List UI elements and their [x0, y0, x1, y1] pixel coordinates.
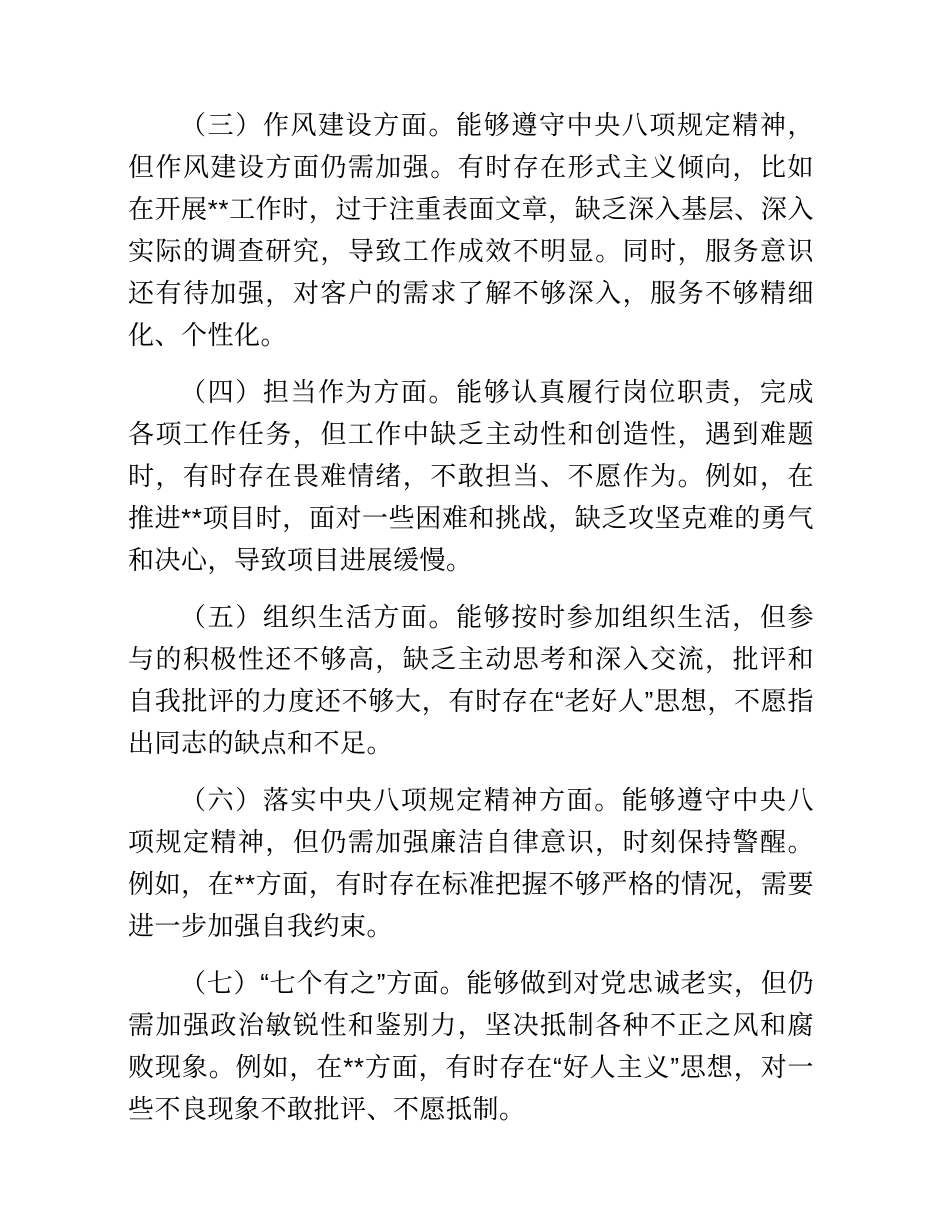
paragraph-section-6-eight-point-rules: （六）落实中央八项规定精神方面。能够遵守中央八项规定精神，但仍需加强廉洁自律意识，时刻保持警醒。例如，在**方面，有时存在标准把握不够严格的情况，需要进一步加强自我约束。 [128, 785, 814, 941]
paragraph-section-7-seven-haves: （七）“七个有之”方面。能够做到对党忠诚老实，但仍需加强政治敏锐性和鉴别力，坚决抵制各种不正之风和腐败现象。例如，在**方面，有时存在“好人主义”思想，对一些不良现象不敢批评、不愿抵制。 [128, 968, 814, 1124]
paragraph-section-5-org-life: （五）组织生活方面。能够按时参加组织生活，但参与的积极性还不够高，缺乏主动思考和深入交流，批评和自我批评的力度还不够大，有时存在“老好人”思想，不愿指出同志的缺点和不足。 [128, 602, 814, 758]
document-body-text [128, 104, 814, 1130]
paragraph-section-4-responsibility: （四）担当作为方面。能够认真履行岗位职责，完成各项工作任务，但工作中缺乏主动性和创造性，遇到难题时，有时存在畏难情绪，不敢担当、不愿作为。例如，在推进**项目时，面对一些困难和挑战，缺乏攻坚克难的勇气和决心，导致项目进展缓慢。 [128, 377, 814, 575]
paragraph-section-3-work-style: （三）作风建设方面。能够遵守中央八项规定精神，但作风建设方面仍需加强。有时存在形式主义倾向，比如在开展**工作时，过于注重表面文章，缺乏深入基层、深入实际的调查研究，导致工作成效不明显。同时，服务意识还有待加强，对客户的需求了解不够深入，服务不够精细化、个性化。 [128, 110, 814, 350]
